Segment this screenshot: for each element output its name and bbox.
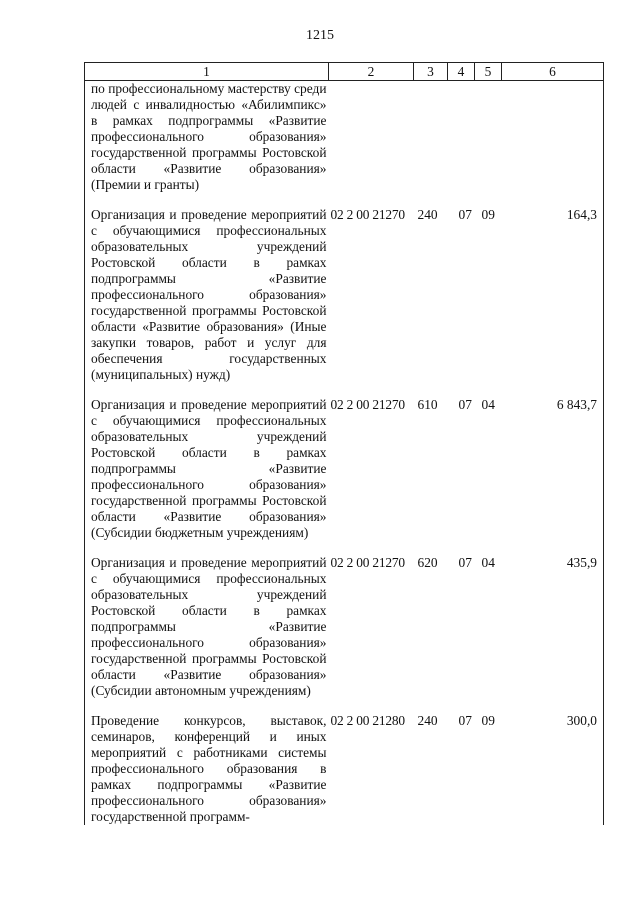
row-section: 07 [458,713,472,728]
page-number: 1215 [306,28,334,43]
row-subsection: 04 [481,397,495,412]
row-amount [502,81,604,194]
table-row [85,207,604,383]
row-amount: 164,3 [502,207,604,383]
header-col-4: 4 [448,63,475,81]
row-subsection: 09 [481,207,495,222]
header-col-1: 1 [85,63,329,81]
row-description: Организация и проведение мероприятий с обучающимися профессиональных образовательных учреждений Ростовской области в рамках подпрограммы «Развитие профессионального образования» государственной программы Ростовской области «Развитие образования» (Субсидии автономным учреждениям) [85,555,329,699]
row-code [329,81,414,194]
row-description: Организация и проведение мероприятий с обучающимися профессиональных образовательных учреждений Ростовской области в рамках подпрограммы «Развитие профессионального образования» государственной программы Ростовской области «Развитие образования» (Иные закупки товаров, работ и услуг для обеспечения государственных (муниципальных) нужд) [85,207,329,383]
row-code: 02 2 00 21270 [330,555,405,570]
row-section: 07 [458,397,472,412]
table-row [85,81,604,194]
row-expense-type [414,81,448,194]
row-description: Организация и проведение мероприятий с обучающимися профессиональных образовательных учреждений Ростовской области в рамках подпрограммы «Развитие профессионального образования» государственной программы Ростовской области «Развитие образования» (Субсидии бюджетным учреждениям) [85,397,329,541]
row-section [448,81,475,194]
row-section: 07 [458,207,472,222]
row-subsection: 04 [481,555,495,570]
table-row [85,397,604,541]
row-expense-type: 610 [417,397,438,412]
row-subsection [475,81,502,194]
header-col-6: 6 [502,63,604,81]
table-row [85,713,604,825]
row-amount: 6 843,7 [502,397,604,541]
row-section: 07 [458,555,472,570]
row-expense-type: 620 [417,555,438,570]
table-header [85,63,604,81]
row-amount: 300,0 [502,713,604,825]
row-code: 02 2 00 21270 [330,397,405,412]
row-subsection: 09 [481,713,495,728]
budget-table [84,62,604,825]
row-description: Проведение конкурсов, выставок, семинаров, конференций и иных мероприятий с работниками системы профессионального образования в рамках подпрограммы «Развитие профессионального образования» государственной программ- [85,713,329,825]
header-col-2: 2 [329,63,414,81]
row-code: 02 2 00 21280 [330,713,405,728]
table-row [85,555,604,699]
row-expense-type: 240 [417,713,438,728]
header-col-3: 3 [414,63,448,81]
row-description: по профессиональному мастерству среди людей с инвалидностью «Абилимпикс» в рамках подпрограммы «Развитие профессионального образования» государственной программы Ростовской области «Развитие образования» (Премии и гранты) [85,81,329,194]
row-code: 02 2 00 21270 [330,207,405,222]
row-amount: 435,9 [502,555,604,699]
row-expense-type: 240 [417,207,438,222]
header-col-5: 5 [475,63,502,81]
